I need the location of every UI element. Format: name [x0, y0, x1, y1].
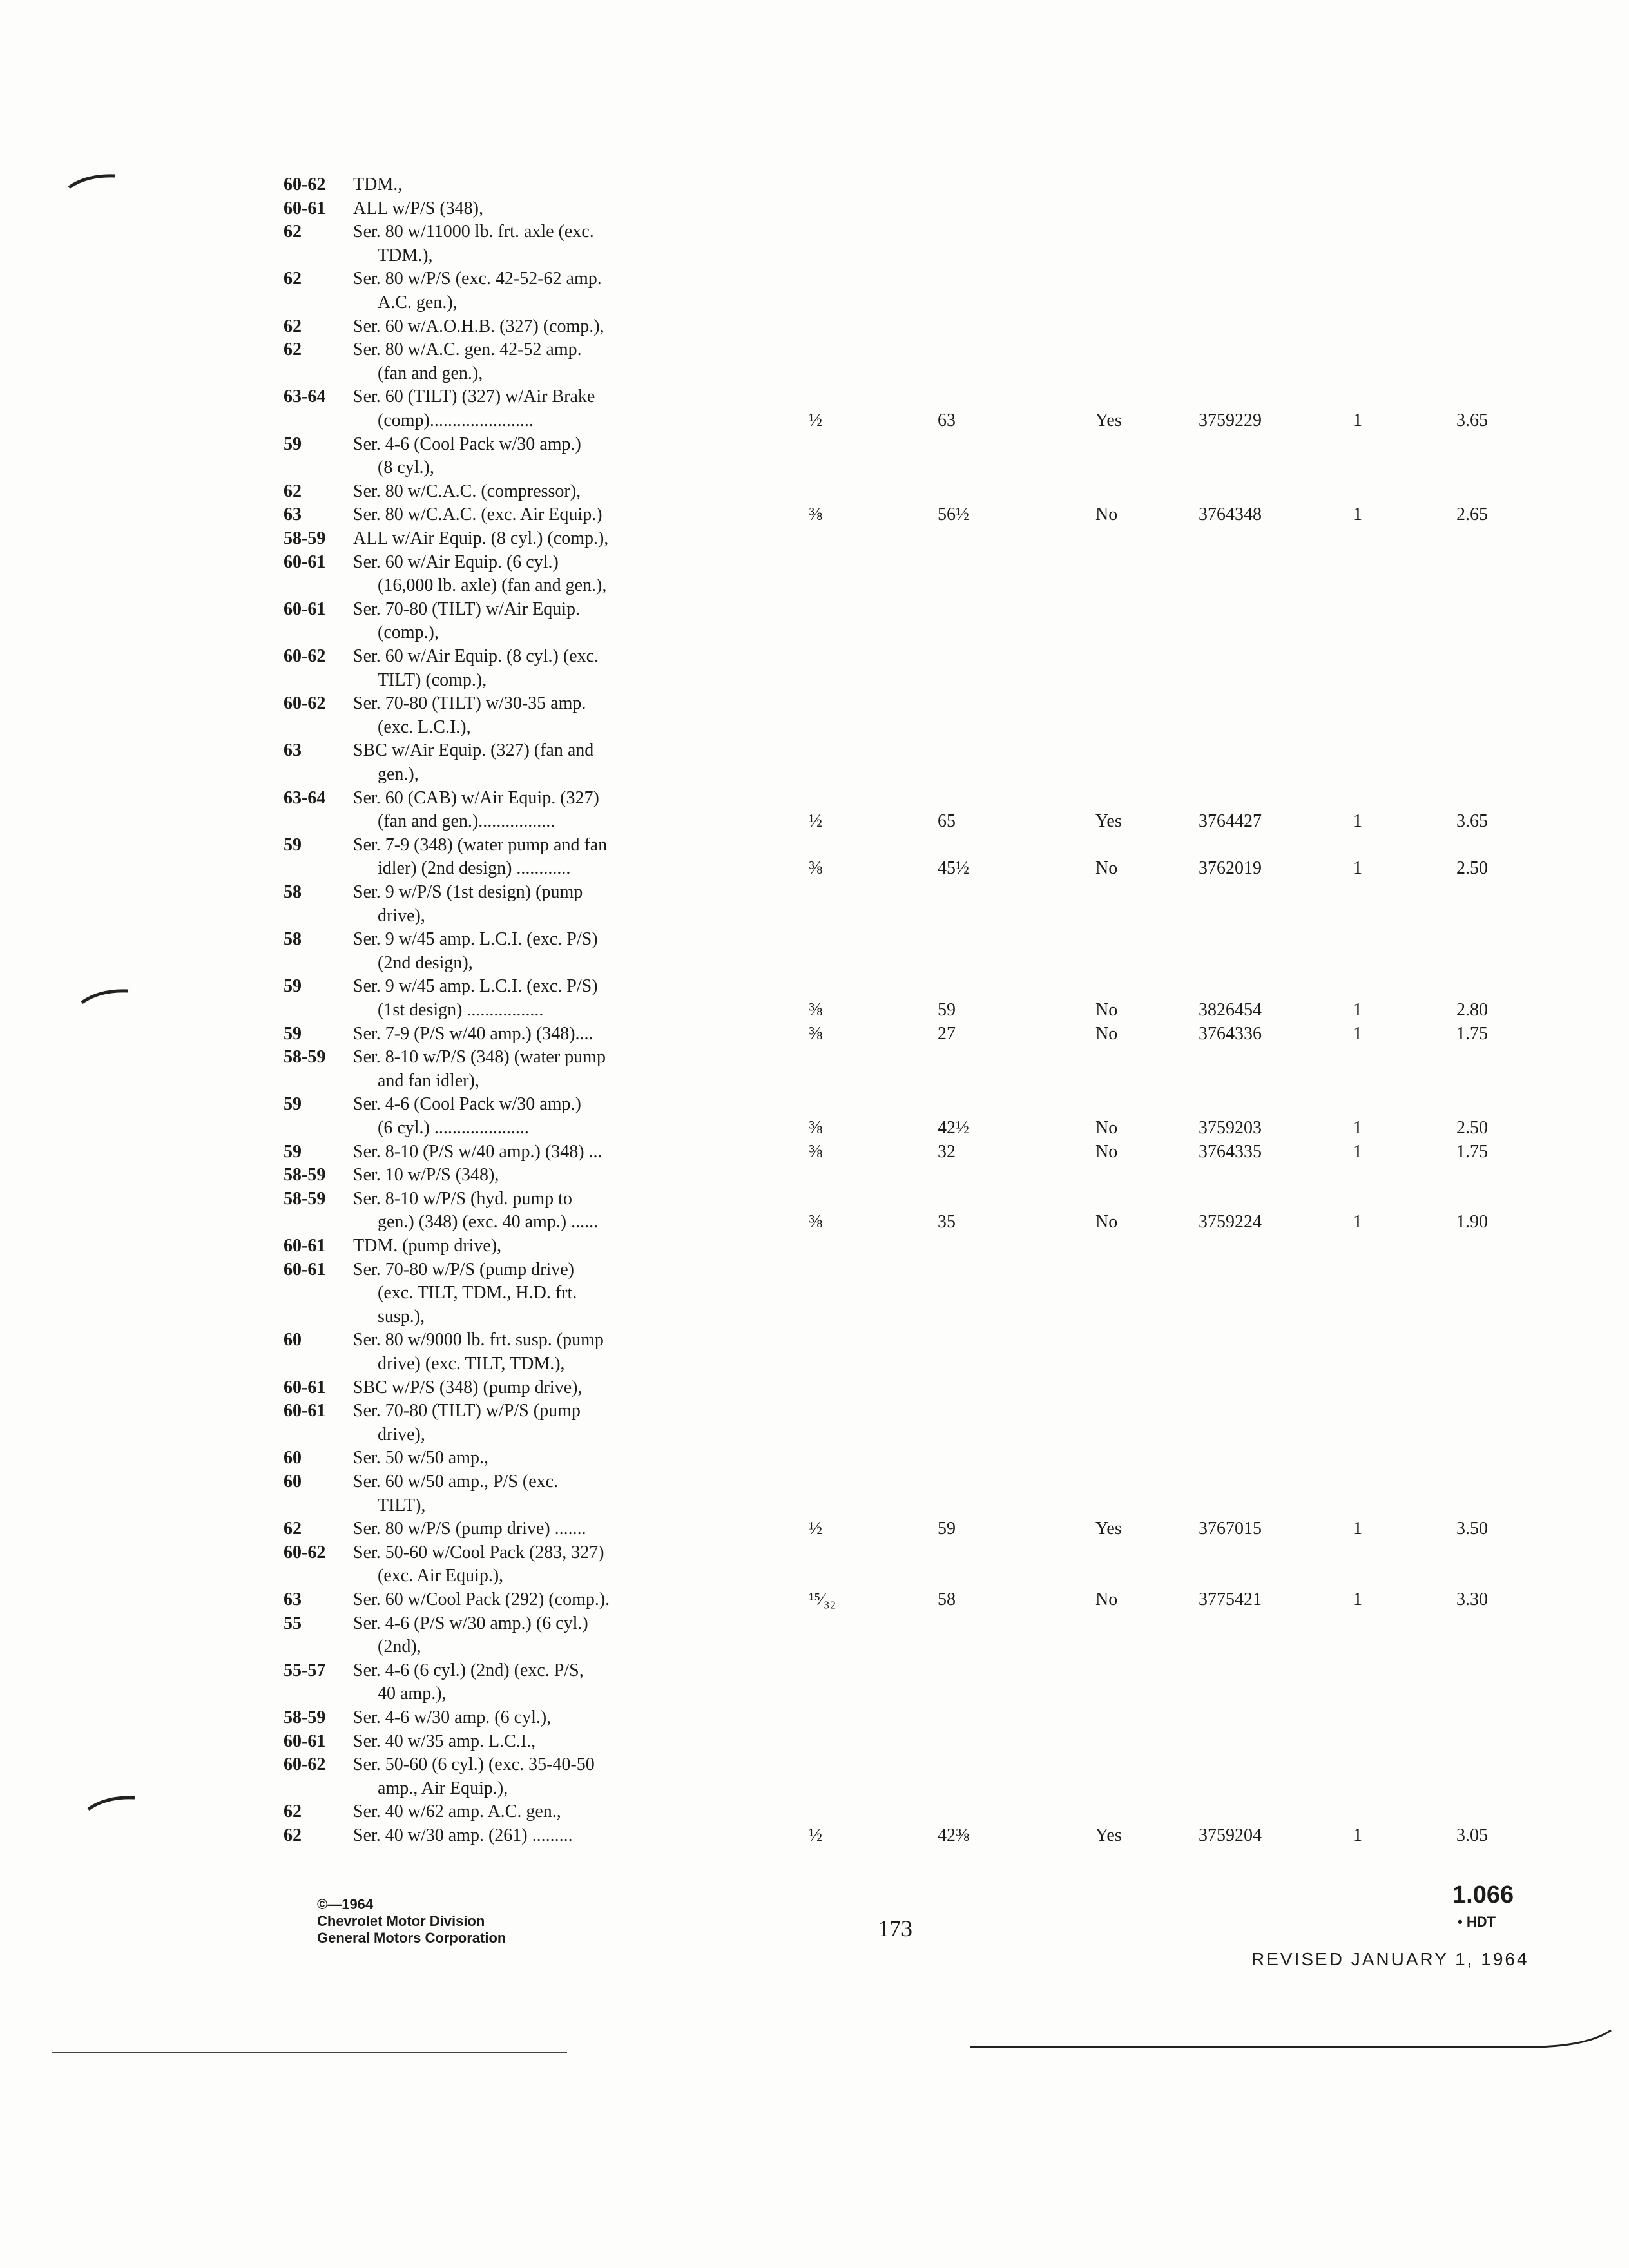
table-row — [0, 740, 1629, 765]
table-row — [0, 858, 1629, 883]
part-number: 3759229 — [1199, 410, 1262, 430]
turned-ends: Yes — [1095, 1519, 1122, 1539]
table-row — [0, 952, 1629, 978]
application-description: 40 amp.), — [378, 1684, 447, 1704]
table-row — [0, 1259, 1629, 1285]
table-row — [0, 599, 1629, 624]
model-year: 58-59 — [284, 1047, 326, 1068]
model-year: 63-64 — [284, 387, 326, 407]
length: 27 — [938, 1023, 956, 1044]
copyright-year: ©—1964 — [317, 1896, 374, 1912]
application-description: Ser. 60 w/A.O.H.B. (327) (comp.), — [353, 316, 604, 336]
turned-ends: Yes — [1095, 811, 1122, 832]
table-row — [0, 881, 1629, 907]
model-year: 60-62 — [284, 1754, 326, 1775]
table-row — [0, 552, 1629, 577]
model-year: 60-61 — [284, 1377, 326, 1398]
length: 65 — [938, 811, 956, 832]
application-description: drive), — [378, 905, 425, 926]
part-number: 3764427 — [1199, 811, 1262, 832]
application-description: Ser. 40 w/30 amp. (261) ......... — [353, 1825, 573, 1845]
application-description: A.C. gen.), — [378, 293, 458, 312]
application-description: Ser. 60 w/Cool Pack (292) (comp.). — [353, 1590, 610, 1610]
model-year: 60-61 — [284, 599, 326, 619]
part-number: 3764335 — [1199, 1141, 1262, 1162]
table-row — [0, 1377, 1629, 1403]
part-number: 3759224 — [1199, 1212, 1262, 1233]
length: 42½ — [938, 1118, 969, 1138]
table-row — [0, 339, 1629, 365]
application-description: (2nd), — [378, 1637, 421, 1657]
table-row — [0, 386, 1629, 412]
pipe-size: ½ — [809, 1825, 822, 1845]
part-number: 3759204 — [1199, 1825, 1262, 1845]
table-row — [0, 1306, 1629, 1332]
part-number: 3759203 — [1199, 1118, 1262, 1138]
table-row — [0, 1825, 1629, 1850]
application-description: (exc. L.C.I.), — [378, 716, 471, 737]
table-row — [0, 316, 1629, 341]
list-price: 1.75 — [1456, 1141, 1488, 1162]
model-year: 62 — [284, 481, 302, 501]
application-description: susp.), — [378, 1306, 425, 1327]
list-price: 3.05 — [1456, 1825, 1488, 1845]
table-row — [0, 1023, 1629, 1049]
length: 32 — [938, 1141, 956, 1162]
quantity: 1 — [1353, 1212, 1362, 1233]
length: 59 — [938, 1519, 956, 1539]
application-description: (8 cyl.), — [378, 457, 434, 478]
length: 58 — [938, 1590, 956, 1610]
model-year: 60-61 — [284, 1236, 326, 1256]
length: 63 — [938, 410, 956, 430]
application-description: Ser. 4-6 w/30 amp. (6 cyl.), — [353, 1707, 552, 1727]
table-row — [0, 834, 1629, 860]
table-row — [0, 1683, 1629, 1709]
table-row — [0, 1589, 1629, 1615]
bottom-scan-line-right — [970, 2026, 1614, 2052]
corporation-name: General Motors Corporation — [317, 1930, 506, 1946]
list-price: 1.75 — [1456, 1023, 1488, 1044]
model-year: 63 — [284, 1590, 302, 1610]
application-description: Ser. 60 w/Air Equip. (8 cyl.) (exc. — [353, 646, 599, 666]
model-year: 62 — [284, 269, 302, 289]
application-description: Ser. 8-10 w/P/S (hyd. pump to — [353, 1188, 572, 1209]
application-description: ALL w/P/S (348), — [353, 198, 483, 218]
pipe-size: ½ — [809, 410, 822, 430]
list-price: 1.90 — [1456, 1212, 1488, 1233]
application-description: Ser. 80 w/C.A.C. (exc. Air Equip.) — [353, 505, 602, 525]
application-description: TDM.), — [378, 245, 433, 265]
model-year: 60-62 — [284, 175, 326, 195]
model-year: 58-59 — [284, 1707, 326, 1727]
quantity: 1 — [1353, 1023, 1362, 1044]
part-number: 3767015 — [1199, 1519, 1262, 1539]
application-description: drive) (exc. TILT, TDM.), — [378, 1354, 565, 1374]
table-row — [0, 1542, 1629, 1568]
table-row — [0, 1235, 1629, 1261]
pipe-size: ⅜ — [809, 1212, 822, 1233]
quantity: 1 — [1353, 1000, 1362, 1020]
part-number: 3764336 — [1199, 1023, 1262, 1044]
table-row — [0, 363, 1629, 389]
table-row — [0, 1093, 1629, 1119]
application-description: Ser. 8-10 (P/S w/40 amp.) (348) ... — [353, 1141, 602, 1162]
turned-ends: No — [1095, 505, 1118, 525]
application-description: TILT), — [378, 1495, 426, 1515]
application-description: (2nd design), — [378, 952, 473, 973]
pipe-size: ⅜ — [809, 858, 822, 879]
table-row — [0, 1424, 1629, 1450]
table-row — [0, 693, 1629, 718]
model-year: 59 — [284, 1141, 302, 1162]
table-row — [0, 1070, 1629, 1096]
turned-ends: No — [1095, 858, 1118, 879]
section-number: 1.066 — [1452, 1881, 1514, 1908]
application-description: Ser. 80 w/9000 lb. frt. susp. (pump — [353, 1330, 604, 1350]
application-description: Ser. 80 w/P/S (pump drive) ....... — [353, 1519, 586, 1539]
table-row — [0, 1707, 1629, 1733]
list-price: 2.50 — [1456, 858, 1488, 879]
pipe-size: ⅜ — [809, 1141, 822, 1162]
application-description: (exc. Air Equip.), — [378, 1566, 504, 1586]
application-description: SBC w/P/S (348) (pump drive), — [353, 1377, 583, 1398]
quantity: 1 — [1353, 858, 1362, 879]
application-description: gen.), — [378, 764, 419, 784]
table-row — [0, 999, 1629, 1025]
turned-ends: No — [1095, 1590, 1118, 1610]
application-description: Ser. 70-80 (TILT) w/30-35 amp. — [353, 693, 586, 714]
table-row — [0, 410, 1629, 436]
model-year: 55-57 — [284, 1660, 326, 1680]
application-description: Ser. 50 w/50 amp., — [353, 1448, 488, 1468]
length: 56½ — [938, 505, 969, 525]
pipe-size: ⅜ — [809, 1118, 822, 1138]
table-row — [0, 198, 1629, 224]
model-year: 60 — [284, 1472, 302, 1492]
application-description: Ser. 60 (CAB) w/Air Equip. (327) — [353, 787, 599, 808]
quantity: 1 — [1353, 1118, 1362, 1138]
application-description: Ser. 9 w/45 amp. L.C.I. (exc. P/S) — [353, 976, 598, 997]
model-year: 60-61 — [284, 1731, 326, 1751]
application-description: TDM., — [353, 175, 403, 195]
table-row — [0, 457, 1629, 483]
table-row — [0, 975, 1629, 1001]
pipe-size: ¹⁵⁄₃₂ — [809, 1590, 836, 1610]
turned-ends: No — [1095, 1000, 1118, 1020]
table-row — [0, 1282, 1629, 1308]
application-description: Ser. 4-6 (Cool Pack w/30 amp.) — [353, 434, 581, 454]
application-description: SBC w/Air Equip. (327) (fan and — [353, 740, 594, 761]
application-description: Ser. 50-60 w/Cool Pack (283, 327) — [353, 1542, 604, 1562]
model-year: 58-59 — [284, 1188, 326, 1209]
model-year: 60-61 — [284, 552, 326, 572]
pipe-size: ⅜ — [809, 1000, 822, 1020]
table-row — [0, 1731, 1629, 1756]
model-year: 60-62 — [284, 1542, 326, 1562]
table-row — [0, 905, 1629, 931]
quantity: 1 — [1353, 1519, 1362, 1539]
table-row — [0, 1778, 1629, 1803]
quantity: 1 — [1353, 811, 1362, 832]
model-year: 59 — [284, 1023, 302, 1044]
model-year: 63 — [284, 505, 302, 525]
application-description: Ser. 70-80 w/P/S (pump drive) — [353, 1259, 574, 1280]
application-description: amp., Air Equip.), — [378, 1778, 508, 1798]
section-code: • HDT — [1458, 1914, 1496, 1930]
part-number: 3826454 — [1199, 1000, 1262, 1020]
length: 59 — [938, 1000, 956, 1020]
table-row — [0, 504, 1629, 530]
copyright-block — [317, 1896, 506, 1946]
model-year: 62 — [284, 340, 302, 360]
table-row — [0, 1801, 1629, 1827]
application-description: (16,000 lb. axle) (fan and gen.), — [378, 575, 607, 596]
table-row — [0, 1211, 1629, 1237]
model-year: 60-61 — [284, 1259, 326, 1280]
model-year: 55 — [284, 1613, 302, 1633]
model-year: 59 — [284, 834, 302, 855]
application-description: Ser. 70-80 (TILT) w/Air Equip. — [353, 599, 581, 619]
application-description: Ser. 80 w/P/S (exc. 42-52-62 amp. — [353, 269, 602, 289]
application-description: Ser. 7-9 (348) (water pump and fan — [353, 834, 608, 855]
table-row — [0, 1754, 1629, 1780]
model-year: 62 — [284, 1825, 302, 1845]
model-year: 60-61 — [284, 1401, 326, 1421]
application-description: and fan idler), — [378, 1070, 479, 1091]
application-description: Ser. 9 w/45 amp. L.C.I. (exc. P/S) — [353, 929, 598, 950]
model-year: 60 — [284, 1448, 302, 1468]
turned-ends: No — [1095, 1141, 1118, 1162]
application-description: ALL w/Air Equip. (8 cyl.) (comp.), — [353, 528, 609, 548]
list-price: 2.80 — [1456, 1000, 1488, 1020]
table-row — [0, 669, 1629, 695]
list-price: 2.50 — [1456, 1118, 1488, 1138]
application-description: Ser. 70-80 (TILT) w/P/S (pump — [353, 1401, 581, 1421]
table-row — [0, 764, 1629, 789]
table-row — [0, 787, 1629, 813]
table-row — [0, 1353, 1629, 1379]
table-row — [0, 221, 1629, 247]
table-row — [0, 268, 1629, 294]
model-year: 60-62 — [284, 646, 326, 666]
model-year: 62 — [284, 1519, 302, 1539]
list-price: 2.65 — [1456, 505, 1488, 525]
application-description: (1st design) ................. — [378, 1000, 544, 1020]
table-row — [0, 928, 1629, 954]
division-name: Chevrolet Motor Division — [317, 1913, 485, 1929]
quantity: 1 — [1353, 1590, 1362, 1610]
length: 42⅜ — [938, 1825, 969, 1845]
length: 45½ — [938, 858, 969, 879]
application-description: Ser. 40 w/62 amp. A.C. gen., — [353, 1802, 561, 1822]
application-description: Ser. 60 w/Air Equip. (6 cyl.) — [353, 552, 559, 572]
model-year: 58 — [284, 882, 302, 902]
model-year: 63-64 — [284, 787, 326, 808]
table-row — [0, 1447, 1629, 1473]
table-row — [0, 528, 1629, 553]
model-year: 60 — [284, 1330, 302, 1350]
turned-ends: Yes — [1095, 410, 1122, 430]
application-description: Ser. 8-10 w/P/S (348) (water pump — [353, 1047, 606, 1068]
quantity: 1 — [1353, 1141, 1362, 1162]
quantity: 1 — [1353, 1825, 1362, 1845]
table-row — [0, 1141, 1629, 1167]
application-description: Ser. 80 w/A.C. gen. 42-52 amp. — [353, 340, 582, 360]
application-description: Ser. 60 w/50 amp., P/S (exc. — [353, 1472, 559, 1492]
application-description: idler) (2nd design) ............ — [378, 858, 571, 879]
application-description: Ser. 40 w/35 amp. L.C.I., — [353, 1731, 536, 1751]
application-description: Ser. 4-6 (Cool Pack w/30 amp.) — [353, 1094, 581, 1115]
application-description: Ser. 4-6 (P/S w/30 amp.) (6 cyl.) — [353, 1613, 588, 1633]
table-row — [0, 292, 1629, 318]
section-code-text: HDT — [1466, 1914, 1496, 1930]
turned-ends: No — [1095, 1212, 1118, 1233]
model-year: 60-62 — [284, 693, 326, 714]
length: 35 — [938, 1212, 956, 1233]
application-description: Ser. 7-9 (P/S w/40 amp.) (348).... — [353, 1023, 593, 1044]
table-row — [0, 622, 1629, 648]
table-row — [0, 1471, 1629, 1497]
table-row — [0, 1117, 1629, 1143]
application-description: (comp)....................... — [378, 410, 534, 430]
turned-ends: Yes — [1095, 1825, 1122, 1845]
table-row — [0, 1046, 1629, 1072]
table-row — [0, 1400, 1629, 1426]
table-row — [0, 646, 1629, 671]
table-row — [0, 1565, 1629, 1591]
table-row — [0, 1188, 1629, 1214]
table-row — [0, 481, 1629, 506]
application-description: Ser. 4-6 (6 cyl.) (2nd) (exc. P/S, — [353, 1660, 584, 1680]
application-description: drive), — [378, 1424, 425, 1445]
pipe-size: ½ — [809, 811, 822, 832]
pipe-size: ½ — [809, 1519, 822, 1539]
model-year: 60-61 — [284, 198, 326, 218]
part-number: 3762019 — [1199, 858, 1262, 879]
model-year: 58-59 — [284, 1165, 326, 1186]
table-row — [0, 1329, 1629, 1355]
application-description: Ser. 10 w/P/S (348), — [353, 1165, 499, 1186]
application-description: TDM. (pump drive), — [353, 1236, 502, 1256]
application-description: (comp.), — [378, 622, 439, 643]
application-description: (fan and gen.)................. — [378, 811, 555, 832]
application-description: Ser. 9 w/P/S (1st design) (pump — [353, 882, 583, 902]
table-row — [0, 1636, 1629, 1662]
application-description: gen.) (348) (exc. 40 amp.) ...... — [378, 1212, 599, 1233]
application-description: Ser. 80 w/C.A.C. (compressor), — [353, 481, 581, 501]
table-row — [0, 1495, 1629, 1521]
table-row — [0, 434, 1629, 459]
pipe-size: ⅜ — [809, 505, 822, 525]
part-number: 3775421 — [1199, 1590, 1262, 1610]
quantity: 1 — [1353, 505, 1362, 525]
table-row — [0, 811, 1629, 836]
list-price: 3.50 — [1456, 1519, 1488, 1539]
application-description: (6 cyl.) ..................... — [378, 1118, 529, 1138]
table-row — [0, 1660, 1629, 1686]
table-row — [0, 245, 1629, 271]
table-row — [0, 1164, 1629, 1190]
application-description: Ser. 60 (TILT) (327) w/Air Brake — [353, 387, 595, 407]
table-row — [0, 1613, 1629, 1639]
table-row — [0, 1518, 1629, 1544]
table-row — [0, 716, 1629, 742]
model-year: 62 — [284, 316, 302, 336]
table-row — [0, 575, 1629, 601]
table-row — [0, 174, 1629, 200]
application-description: Ser. 50-60 (6 cyl.) (exc. 35-40-50 — [353, 1754, 595, 1775]
list-price: 3.30 — [1456, 1590, 1488, 1610]
revised-date: REVISED JANUARY 1, 1964 — [1251, 1949, 1529, 1969]
model-year: 62 — [284, 222, 302, 242]
application-description: (fan and gen.), — [378, 363, 483, 383]
model-year: 58 — [284, 929, 302, 950]
model-year: 59 — [284, 1094, 302, 1115]
turned-ends: No — [1095, 1118, 1118, 1138]
application-description: (exc. TILT, TDM., H.D. frt. — [378, 1283, 577, 1303]
model-year: 62 — [284, 1802, 302, 1822]
model-year: 63 — [284, 740, 302, 761]
model-year: 59 — [284, 976, 302, 997]
application-description: Ser. 80 w/11000 lb. frt. axle (exc. — [353, 222, 594, 242]
page-number: 173 — [878, 1916, 912, 1941]
pipe-size: ⅜ — [809, 1023, 822, 1044]
model-year: 59 — [284, 434, 302, 454]
list-price: 3.65 — [1456, 410, 1488, 430]
bottom-scan-line-left — [52, 2049, 567, 2057]
application-description: TILT) (comp.), — [378, 669, 487, 690]
turned-ends: No — [1095, 1023, 1118, 1044]
list-price: 3.65 — [1456, 811, 1488, 832]
quantity: 1 — [1353, 410, 1362, 430]
model-year: 58-59 — [284, 528, 326, 548]
part-number: 3764348 — [1199, 505, 1262, 525]
